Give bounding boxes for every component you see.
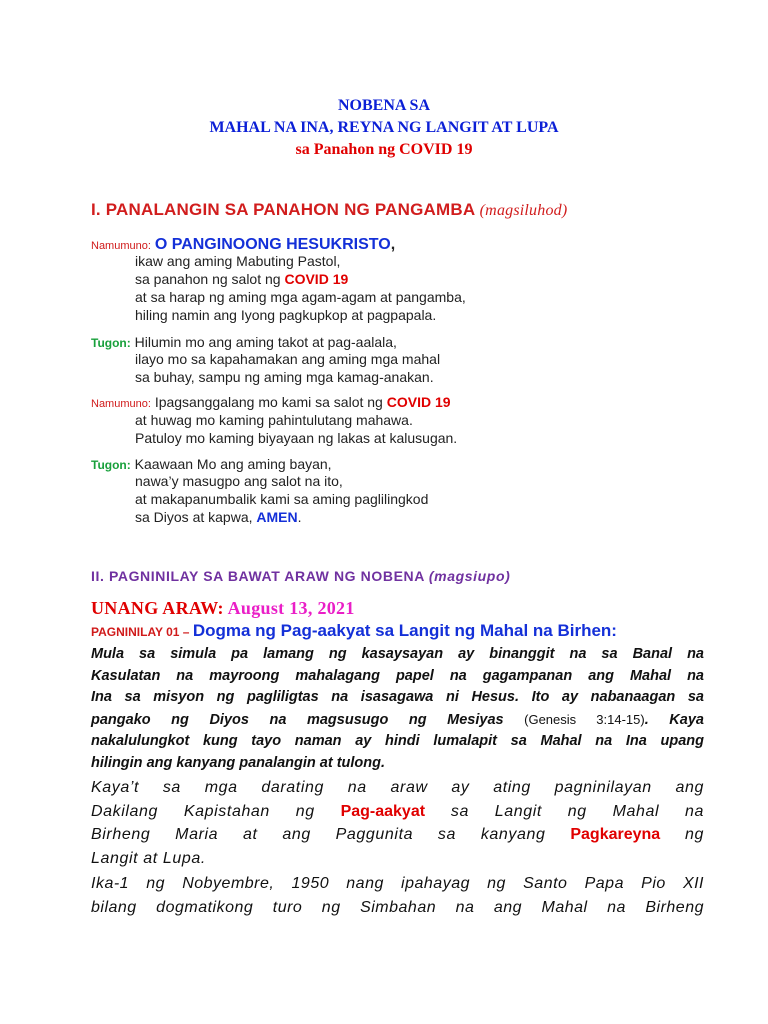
- response-line: nawa’y masugpo ang salot na ito,: [135, 473, 343, 489]
- response-line: ilayo mo sa kapahamakan ang aming mga mahal: [135, 351, 441, 367]
- paragraph-text: sa Langit ng Mahal na: [425, 802, 704, 820]
- response-line: [135, 508, 302, 526]
- paragraph-line: nakalulungkot kung tayo naman ay hindi lumalapit sa Mahal na Ina upang: [91, 733, 704, 749]
- namumuno-label: Namumuno:: [91, 240, 151, 252]
- bible-reference: (Genesis 3:14-15): [524, 711, 645, 727]
- covid-highlight: COVID 19: [386, 394, 451, 410]
- title-line-1: NOBENA SA: [337, 97, 431, 114]
- highlight-pagkareyna: Pagkareyna: [570, 826, 661, 843]
- reflection-paragraph-1: [91, 644, 704, 774]
- title-line-3: sa Panahon ng COVID 19: [295, 141, 473, 158]
- prayer-leader-line: [91, 393, 451, 413]
- document-title: [0, 95, 768, 161]
- response-line: sa buhay, sampu ng aming mga kamag-anakan.: [135, 369, 434, 385]
- reflection-number: PAGNINILAY 01 –: [91, 625, 193, 639]
- paragraph-line: [91, 823, 704, 847]
- prayer-text: Ipagsanggalang mo kami sa salot ng: [154, 394, 387, 410]
- section-1-heading-text: I. PANALANGIN SA PANAHON NG PANGAMBA: [91, 200, 475, 219]
- prayer-line: at huwag mo kaming pahintulutang mahawa.: [135, 412, 413, 428]
- tugon-label: Tugon:: [91, 336, 131, 350]
- section-2-posture: (magsiupo): [428, 568, 511, 584]
- prayer-lead-comma: ,: [390, 236, 396, 253]
- paragraph-text: . Kaya: [644, 711, 704, 728]
- title-line-2: MAHAL NA INA, REYNA NG LANGIT AT LUPA: [209, 119, 559, 136]
- paragraph-line: [91, 709, 704, 732]
- paragraph-line: Kasulatan na mayroong mahalagang papel na gagampanan ang Mahal na: [91, 667, 704, 684]
- day-heading: [91, 598, 355, 619]
- reflection-title: Dogma ng Pag-aakyat sa Langit ng Mahal na Birhen:: [192, 621, 617, 640]
- response-text: Kaawaan Mo ang aming bayan,: [134, 456, 332, 472]
- paragraph-line: Kaya’t sa mga darating na araw ay ating pagninilayan ang: [91, 779, 704, 796]
- paragraph-line: Mula sa simula pa lamang ng kasaysayan ay binanggit na sa Banal na: [91, 646, 704, 662]
- reflection-heading: [91, 621, 617, 641]
- response-line: at makapanumbalik kami sa aming paglilingkod: [135, 491, 429, 507]
- prayer-line: hiling namin ang Iyong pagkupkop at pagpapala.: [135, 307, 437, 323]
- paragraph-line: hilingin ang kanyang panalangin at tulong.: [91, 754, 386, 771]
- section-2-heading-text: II. PAGNINILAY SA BAWAT ARAW NG NOBENA: [91, 568, 425, 584]
- paragraph-text: ng: [660, 826, 704, 843]
- day-date: August 13, 2021: [227, 598, 355, 618]
- paragraph-line: Ina sa misyon ng pagliligtas na isasagawa ni Hesus. Ito ay nabanaagan sa: [91, 689, 704, 705]
- paragraph-text: Dakilang Kapistahan ng: [91, 802, 341, 820]
- highlight-pag-aakyat: Pag-aakyat: [340, 802, 426, 820]
- paragraph-line: Langit at Lupa.: [91, 849, 206, 867]
- paragraph-text: Birheng Maria at ang Paggunita sa kanyang: [91, 826, 571, 843]
- amen-highlight: AMEN: [256, 509, 298, 525]
- prayer-line: ikaw ang aming Mabuting Pastol,: [135, 253, 341, 269]
- prayer-line: Patuloy mo kaming biyayaan ng lakas at kalusugan.: [135, 430, 458, 446]
- paragraph-line: [91, 800, 704, 824]
- prayer-line: at sa harap ng aming mga agam-agam at pangamba,: [135, 289, 466, 305]
- paragraph-line: Ika-1 ng Nobyembre, 1950 nang ipahayag ng Santo Papa Pio XII: [91, 875, 704, 892]
- section-2-heading: [91, 568, 510, 584]
- covid-highlight: COVID 19: [284, 271, 349, 287]
- section-1-posture: (magsiluhod): [479, 202, 568, 219]
- reflection-paragraph-2: [91, 776, 704, 870]
- section-1-heading: [91, 200, 567, 220]
- day-label: UNANG ARAW:: [91, 598, 228, 618]
- reflection-paragraph-3: [91, 872, 704, 919]
- namumuno-label: Namumuno:: [91, 398, 151, 410]
- response-text: Hilumin mo ang aming takot at pag-aalala,: [134, 334, 397, 350]
- period: .: [297, 509, 302, 525]
- paragraph-text: pangako ng Diyos na magsusugo ng Mesiyas: [91, 711, 525, 728]
- prayer-text: sa panahon ng salot ng: [135, 271, 285, 287]
- paragraph-line: bilang dogmatikong turo ng Simbahan na ang Mahal na Birheng: [91, 898, 704, 916]
- prayer-lead: O PANGINOONG HESUKRISTO: [154, 236, 391, 253]
- prayer-line: [135, 270, 348, 288]
- tugon-label: Tugon:: [91, 458, 131, 472]
- response-text: sa Diyos at kapwa,: [135, 509, 257, 525]
